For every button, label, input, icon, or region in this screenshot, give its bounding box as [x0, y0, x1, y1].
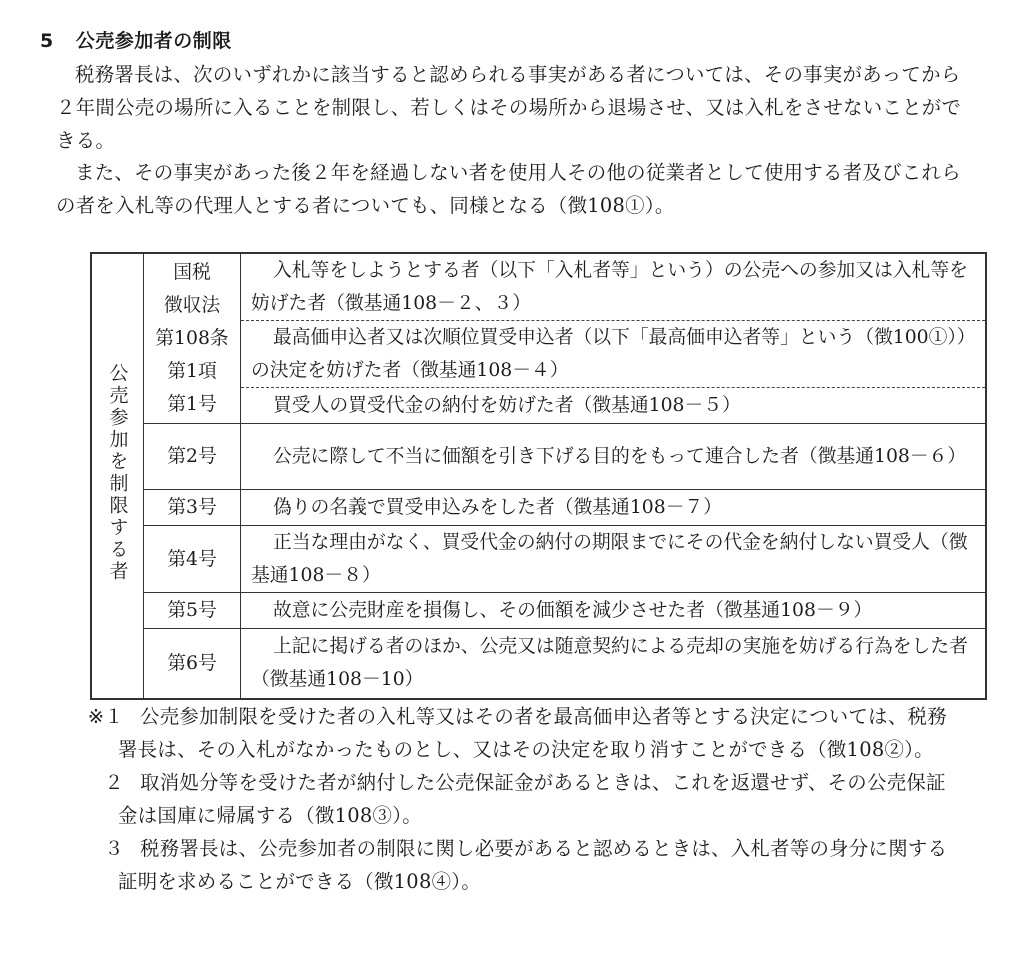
note-2 — [72, 766, 982, 832]
row-label: 第6号 — [144, 629, 241, 699]
item-text: 故意に公売財産を損傷し、その価額を減少させた者（徴基通108－９） — [273, 600, 873, 621]
item-text: 買受人の買受代金の納付を妨げた者（徴基通108－５） — [273, 395, 741, 416]
item-text: 上記に掲げる者のほか、公売又は随意契約による売却の実施を妨げる行為をした者（徴基通108－10） — [251, 636, 968, 691]
note-1 — [72, 700, 982, 766]
law-label-line: 第1項 — [167, 361, 217, 382]
item-1-1 — [241, 253, 987, 321]
note-line: 金は国庫に帰属する（徴108③）。 — [118, 804, 422, 827]
item-1-3 — [241, 388, 987, 424]
law-label-line: 第1号 — [167, 394, 217, 415]
item-2 — [241, 424, 987, 490]
law-label-line: 国税 — [173, 262, 211, 283]
row-label: 第4号 — [144, 526, 241, 593]
item-1-2 — [241, 321, 987, 388]
notes — [72, 700, 982, 898]
row-label: 第5号 — [144, 593, 241, 629]
paragraph-2: また、その事実があった後２年を経過しない者を使用人その他の従業者として使用する者及びこれらの者を入札等の代理人とする者についても、同様となる（徴108①）。 — [56, 161, 961, 217]
law-label-line: 徴収法 — [163, 295, 221, 316]
note-line: 税務署長は、公売参加者の制限に関し必要があると認めるときは、入札者等の身分に関する — [140, 837, 948, 860]
note-mark: ２ — [104, 771, 124, 794]
item-text: 公売に際して不当に価額を引き下げる目的をもって連合した者（徴基通108－６） — [273, 446, 967, 467]
law-label-cell — [144, 253, 241, 424]
section-heading — [40, 26, 232, 53]
section-number: 5 — [40, 30, 54, 52]
item-text: 入札等をしようとする者（以下「入札者等」という）の公売への参加又は入札等を妨げた者（徴基通108－２、３） — [251, 260, 968, 314]
note-3 — [72, 832, 982, 898]
item-6 — [241, 629, 987, 699]
law-label-line: 第108条 — [155, 328, 229, 349]
note-line: 公売参加制限を受けた者の入札等又はその者を最高価申込者等とする決定については、税務 — [140, 705, 947, 728]
item-3 — [241, 490, 987, 526]
note-mark: ３ — [104, 837, 124, 860]
item-5 — [241, 593, 987, 629]
row-label: 第2号 — [144, 424, 241, 490]
item-text: 正当な理由がなく、買受代金の納付の期限までにその代金を納付しない買受人（徴基通108－８） — [251, 532, 968, 586]
note-mark: ※１ — [87, 705, 124, 728]
side-label: 公売参加を制限する者 — [106, 363, 129, 584]
item-4 — [241, 526, 987, 593]
section-title: 公売参加者の制限 — [75, 30, 232, 52]
paragraph-1: 税務署長は、次のいずれかに該当すると認められる事実がある者については、その事実があってから２年間公売の場所に入ることを制限し、若しくはその場所から退場させ、又は入札をさせないことができる。 — [56, 63, 962, 152]
item-text: 最高価申込者又は次順位買受申込者（以下「最高価申込者等」という（徴100①））の決定を妨げた者（徴基通108－４） — [251, 327, 976, 381]
restriction-table — [90, 252, 987, 700]
side-label-cell — [91, 253, 144, 699]
note-line: 取消処分等を受けた者が納付した公売保証金があるときは、これを返還せず、その公売保証 — [140, 771, 946, 794]
item-text: 偽りの名義で買受申込みをした者（徴基通108－７） — [273, 497, 723, 518]
note-line: 署長は、その入札がなかったものとし、又はその決定を取り消すことができる（徴108②）。 — [118, 738, 934, 761]
row-label: 第3号 — [144, 490, 241, 526]
note-line: 証明を求めることができる（徴108④）。 — [118, 870, 481, 893]
